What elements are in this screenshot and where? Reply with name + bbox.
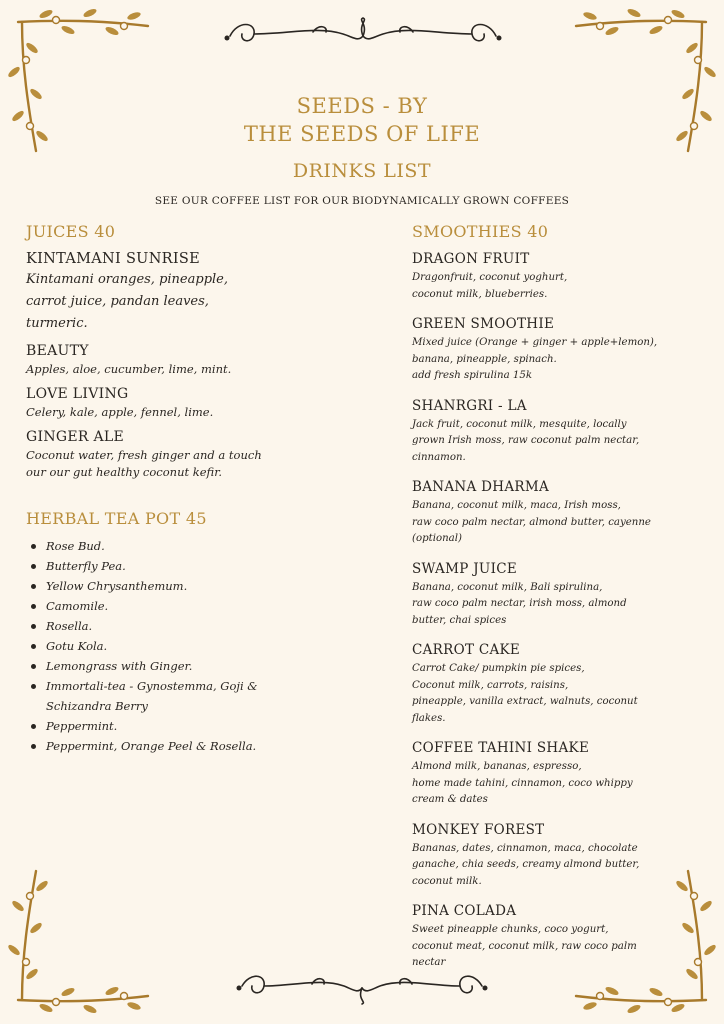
item-name: BEAUTY	[26, 343, 89, 359]
list-item: Peppermint.	[30, 716, 356, 736]
juice-item	[26, 386, 356, 421]
item-description: Bananas, dates, cinnamon, maca, chocolate ganache, chia seeds, creamy almond butter, coconut milk.	[412, 842, 640, 887]
list-item: Rose Bud.	[30, 536, 356, 556]
list-item: Immortali-tea - Gynostemma, Goji & Schizandra Berry	[30, 676, 356, 716]
juices-heading: JUICES 40	[26, 222, 116, 241]
bottom-left-vine-icon	[8, 866, 158, 1016]
item-description: Jack fruit, coconut milk, mesquite, locally grown Irish moss, raw coconut palm nectar, cinnamon.	[412, 418, 640, 463]
left-column	[26, 222, 356, 756]
list-item: Lemongrass with Ginger.	[30, 656, 356, 676]
item-description: Almond milk, bananas, espresso, home made tahini, cinnamon, coco whippy cream & dates	[412, 761, 633, 805]
smoothie-item	[412, 740, 692, 809]
smoothie-item	[412, 316, 692, 385]
item-name: MONKEY FOREST	[412, 821, 545, 838]
item-name: KINTAMANI SUNRISE	[26, 251, 201, 267]
right-column	[412, 222, 692, 985]
item-description: Coconut water, fresh ginger and a touch our our gut healthy coconut kefir.	[26, 448, 262, 479]
item-name: LOVE LIVING	[26, 386, 129, 402]
restaurant-subtitle: THE SEEDS OF LIFE	[243, 122, 481, 146]
smoothies-heading: SMOOTHIES 40	[412, 222, 549, 241]
item-description: Carrot Cake/ pumpkin pie spices, Coconut milk, carrots, raisins, pineapple, vanilla extract, walnuts, coconut flakes.	[412, 663, 638, 724]
item-name: GREEN SMOOTHIE	[412, 316, 555, 332]
top-flourish-icon	[218, 14, 508, 54]
juice-item	[26, 429, 356, 481]
item-name: SHANRGRI - LA	[412, 397, 527, 414]
restaurant-title: SEEDS - BY	[296, 94, 428, 118]
coffee-note: SEE OUR COFFEE LIST FOR OUR BIODYNAMICALLY GROWN COFFEES	[154, 195, 570, 207]
item-description: Kintamani oranges, pineapple, carrot juice, pandan leaves, turmeric.	[26, 272, 228, 331]
list-item: Rosella.	[30, 616, 356, 636]
list-item: Peppermint, Orange Peel & Rosella.	[30, 736, 356, 756]
smoothie-item	[412, 251, 692, 303]
item-description: Banana, coconut milk, maca, Irish moss, raw coco palm nectar, almond butter, cayenne (optional)	[412, 500, 651, 544]
list-item: Butterfly Pea.	[30, 556, 356, 576]
page-title: DRINKS LIST	[292, 160, 432, 182]
smoothie-item	[412, 903, 692, 972]
smoothie-item	[412, 561, 692, 630]
item-description: Mixed juice (Orange + ginger + apple+lemon), banana, pineapple, spinach. add fresh spirulina 15k	[412, 337, 658, 381]
smoothie-item	[412, 822, 692, 891]
smoothie-item	[412, 398, 692, 467]
item-name: PINA COLADA	[412, 903, 517, 919]
item-name: BANANA DHARMA	[412, 479, 550, 495]
item-name: SWAMP JUICE	[412, 560, 518, 577]
herbal-tea-heading: HERBAL TEA POT 45	[26, 509, 207, 528]
list-item: Gotu Kola.	[30, 636, 356, 656]
item-name: GINGER ALE	[26, 429, 124, 445]
juice-item	[26, 251, 356, 335]
smoothie-item	[412, 642, 692, 727]
item-description: Celery, kale, apple, fennel, lime.	[26, 405, 214, 419]
item-name: CARROT CAKE	[412, 642, 521, 658]
smoothie-item	[412, 479, 692, 548]
item-description: Dragonfruit, coconut yoghurt, coconut milk, blueberries.	[412, 272, 568, 300]
list-item: Camomile.	[30, 596, 356, 616]
item-name: DRAGON FRUIT	[412, 251, 530, 267]
item-description: Banana, coconut milk, Bali spirulina, raw coco palm nectar, irish moss, almond butter, chai spices	[412, 581, 627, 626]
item-name: COFFEE TAHINI SHAKE	[412, 740, 590, 756]
list-item: Yellow Chrysanthemum.	[30, 576, 356, 596]
item-description: Sweet pineapple chunks, coco yogurt, coconut meat, coconut milk, raw coco palm nectar	[412, 924, 637, 968]
herbal-tea-list	[26, 536, 356, 756]
juice-item	[26, 343, 356, 378]
item-description: Apples, aloe, cucumber, lime, mint.	[26, 362, 232, 376]
